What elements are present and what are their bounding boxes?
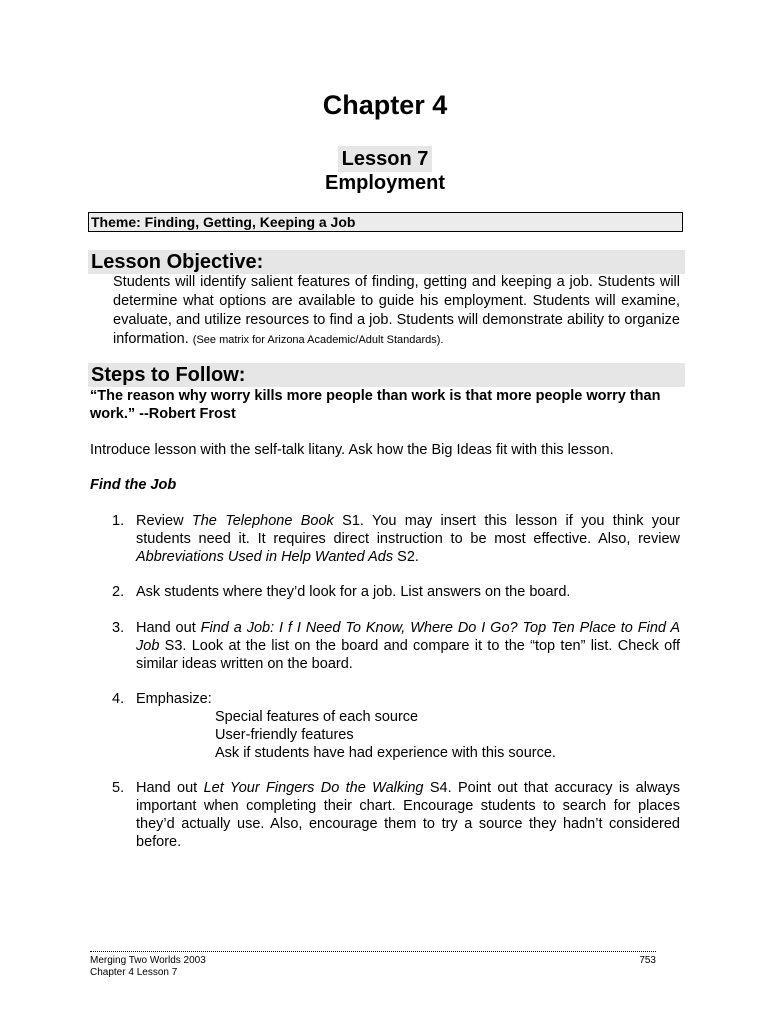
list-item [112,779,680,851]
list-item-text: Hand out Find a Job: I f I Need To Know, Where Do I Go? Top Ten Place to Find A Job S3. Look at the list on the board and compare it to the “top ten” list. Check off similar ideas written on the board. [136,620,680,672]
footer-chapter-lesson: Chapter 4 Lesson 7 [90,967,178,978]
objective-body: Students will identify salient features of finding, getting and keeping a job. Students will determine what options are available to guide his employment. Students will examine, evaluate, and utilize resources to find a job. Students will demonstrate ability to organize information. [113,274,680,347]
theme-box: Theme: Finding, Getting, Keeping a Job [88,212,683,232]
list-item-number: 2. [112,584,125,600]
list-item [112,583,680,601]
footer-book-title: Merging Two Worlds 2003 [90,955,206,966]
lesson-number: Lesson 7 [338,146,433,172]
list-item-text: Emphasize: [136,691,212,707]
list-item [112,512,680,566]
sublist-item: Ask if students have had experience with this source. [215,745,556,761]
list-item-number: 5. [112,780,125,796]
standards-note: (See matrix for Arizona Academic/Adult Standards). [192,334,444,346]
steps-heading: Steps to Follow: [88,363,685,387]
list-item-number: 1. [112,513,125,529]
sublist-item: Special features of each source [215,709,419,725]
chapter-title: Chapter 4 [322,90,448,120]
lesson-title: Employment [324,172,446,194]
footer-divider [90,951,656,952]
intro-paragraph: Introduce lesson with the self-talk litany. Ask how the Big Ideas fit with this lesson. [90,442,614,458]
list-item [112,619,680,673]
list-item-number: 4. [112,691,125,707]
objective-paragraph [113,273,680,350]
list-item-text: Ask students where they’d look for a job. List answers on the board. [136,584,571,600]
page-footer [90,955,656,979]
objective-heading: Lesson Objective: [88,250,685,274]
list-item-text: Hand out Let Your Fingers Do the Walking S4. Point out that accuracy is always important when completing their chart. Encourage students to search for places they’d actually use. Also, encourage them to try a source they hadn’t considered before. [136,780,680,850]
emphasize-sublist [215,708,556,762]
lesson-number-wrap [0,146,770,172]
page-number: 753 [639,955,656,966]
list-item [112,690,680,708]
sublist-item: User-friendly features [215,727,354,743]
find-the-job-subheading: Find the Job [90,477,177,493]
frost-quote: “The reason why worry kills more people than work is that more people worry than work.” --Robert Frost [90,388,661,422]
list-item-text: Review The Telephone Book S1. You may insert this lesson if you think your students need it. It requires direct instruction to be most effective. Also, review Abbreviations Used in Help Wanted Ads S2. [136,513,680,565]
list-item-number: 3. [112,620,125,636]
